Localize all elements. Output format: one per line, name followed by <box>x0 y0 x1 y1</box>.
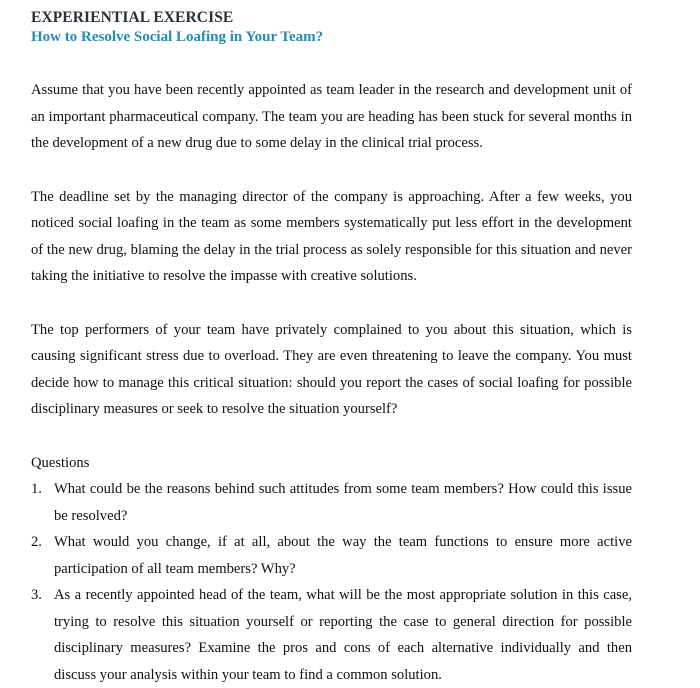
paragraph-deadline: The deadline set by the managing director of the company is approaching. After a few weeks, you noticed social loafing in the team as some members systematically put less effort in the development of the new drug, blaming the delay in the trial process as solely responsible for this situation and never taking the initiative to resolve the impasse with creative solutions. <box>31 188 632 284</box>
question-number: 1. <box>31 481 42 497</box>
question-number: 2. <box>31 534 42 550</box>
exercise-subheading: How to Resolve Social Loafing in Your Team? <box>31 29 324 45</box>
paragraph-complaints: The top performers of your team have privately complained to you about this situation, which is causing significant stress due to overload. They are even threatening to leave the company. You must decide how to manage this critical situation: should you report the cases of social loafing for possible disciplinary measures or seek to resolve the situation yourself? <box>31 321 632 417</box>
question-item <box>31 529 632 582</box>
exercise-heading: EXPERIENTIAL EXERCISE <box>31 9 234 26</box>
questions-list <box>31 476 632 688</box>
paragraph-scenario: Assume that you have been recently appointed as team leader in the research and development unit of an important pharmaceutical company. The team you are heading has been stuck for several months in the development of a new drug due to some delay in the clinical trial process. <box>31 82 632 151</box>
question-text: As a recently appointed head of the team, what will be the most appropriate solution in this case, trying to resolve this situation yourself or reporting the case to general direction for possible disciplinary measures? Examine the pros and cons of each alternative individually and then discuss your analysis within your team to find a common solution. <box>54 587 632 683</box>
question-item <box>31 582 632 688</box>
question-item <box>31 476 632 529</box>
document-page <box>31 9 632 688</box>
question-text: What would you change, if at all, about the way the team functions to ensure more active participation of all team members? Why? <box>54 534 632 577</box>
question-text: What could be the reasons behind such attitudes from some team members? How could this issue be resolved? <box>54 481 632 524</box>
question-number: 3. <box>31 587 42 603</box>
questions-title: Questions <box>31 454 90 471</box>
